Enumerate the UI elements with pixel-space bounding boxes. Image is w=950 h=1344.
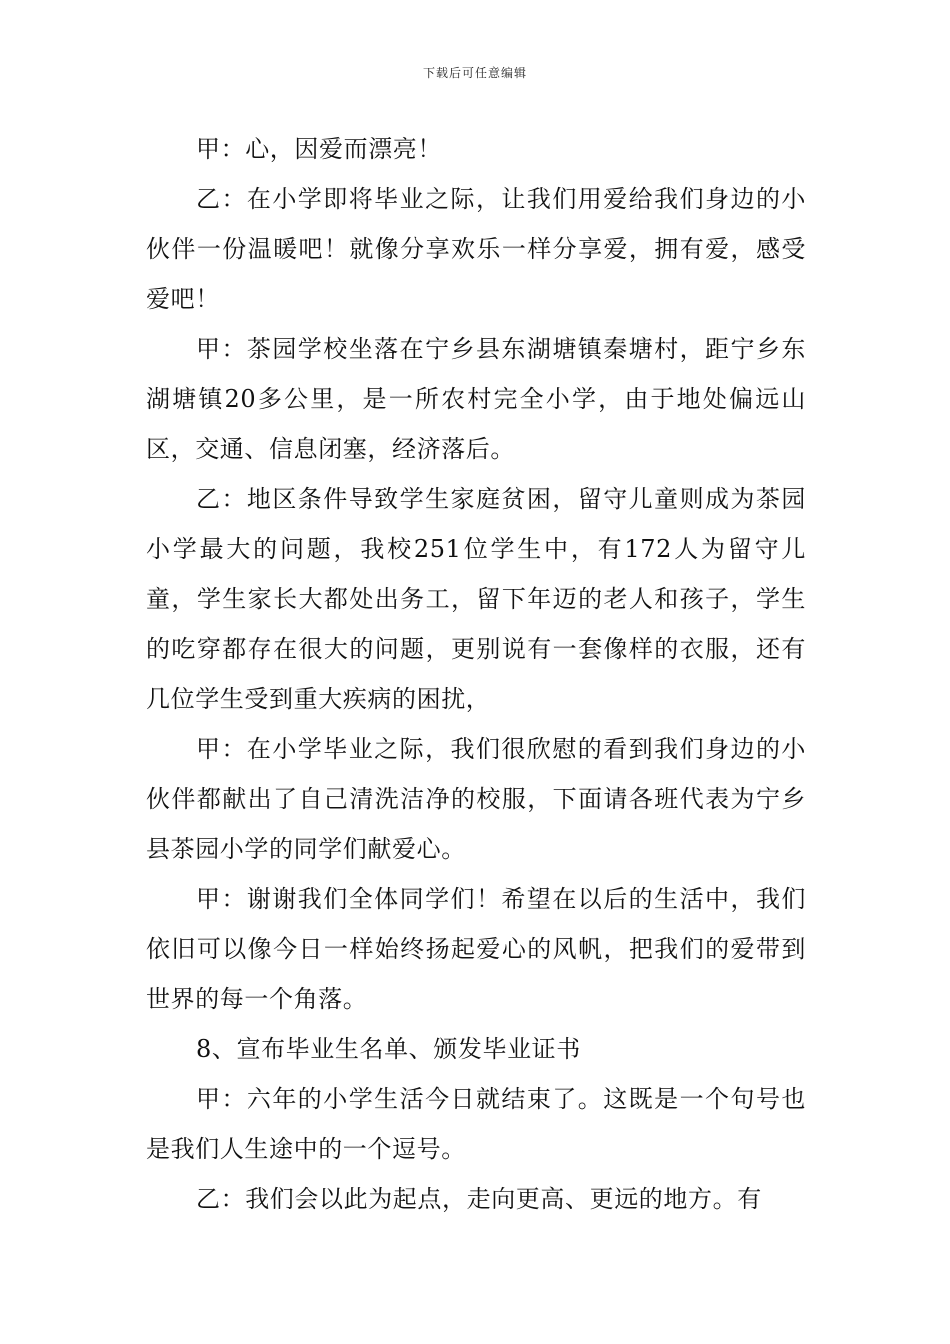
- paragraph-3: 甲：茶园学校坐落在宁乡县东湖塘镇秦塘村，距宁乡东湖塘镇20多公里，是一所农村完全小学，由于地处偏远山区，交通、信息闭塞，经济落后。: [146, 335, 806, 463]
- paragraph-8: 乙：我们会以此为起点，走向更高、更远的地方。有: [196, 1185, 762, 1213]
- paragraph-4: 乙：地区条件导致学生家庭贫困，留守儿童则成为茶园小学最大的问题，我校251位学生中，有172人为留守儿童，学生家长大都处出务工，留下年迈的老人和孩子，学生的吃穿都存在很大的问题，更别说有一套像样的衣服，还有几位学生受到重大疾病的困扰，: [146, 485, 806, 713]
- section-heading: 8、宣布毕业生名单、颁发毕业证书: [196, 1035, 581, 1063]
- paragraph-1: 甲：心，因爱而漂亮！: [196, 135, 442, 163]
- page-header-note: 下载后可任意编辑: [422, 66, 527, 80]
- paragraph-5: 甲：在小学毕业之际，我们很欣慰的看到我们身边的小伙伴都献出了自己清洗洁净的校服，下面请各班代表为宁乡县茶园小学的同学们献爱心。: [146, 735, 806, 863]
- paragraph-6: 甲：谢谢我们全体同学们！希望在以后的生活中，我们依旧可以像今日一样始终扬起爱心的风帆，把我们的爱带到世界的每一个角落。: [146, 885, 806, 1013]
- paragraph-7: 甲：六年的小学生活今日就结束了。这既是一个句号也是我们人生途中的一个逗号。: [146, 1085, 806, 1163]
- paragraph-2: 乙：在小学即将毕业之际，让我们用爱给我们身边的小伙伴一份温暖吧！就像分享欢乐一样分享爱，拥有爱，感受爱吧！: [146, 185, 806, 313]
- document-body: [146, 124, 806, 1224]
